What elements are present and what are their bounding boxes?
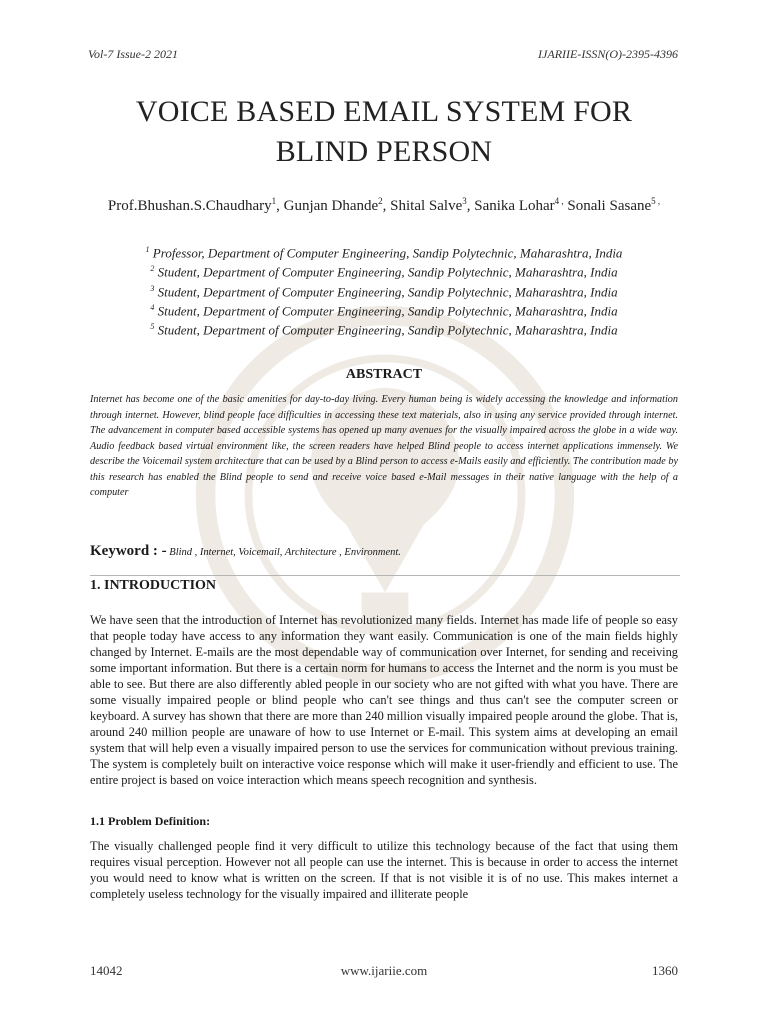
- author-1: Prof.Bhushan.S.Chaudhary: [107, 198, 272, 214]
- affiliation-1: [60, 242, 708, 261]
- author-5-sup: 5 ,: [651, 196, 661, 206]
- section-divider: [90, 575, 680, 576]
- author-5: Sonali Sasane: [567, 198, 652, 214]
- affiliation-5-num: 5: [150, 322, 155, 332]
- author-list: [60, 196, 708, 215]
- affiliation-5-text: Student, Department of Computer Engineering, Sandip Polytechnic, Maharashtra, India: [154, 322, 618, 338]
- author-4: Sanika Lohar: [474, 198, 555, 214]
- author-sep: ,: [382, 198, 391, 214]
- author-3: Shital Salve: [390, 198, 463, 214]
- problem-definition-heading: 1.1 Problem Definition:: [90, 814, 211, 828]
- keywords-label: Keyword : -: [90, 543, 167, 559]
- affiliation-1-num: 1: [145, 245, 150, 254]
- introduction-heading: 1. INTRODUCTION: [90, 578, 217, 593]
- running-header-issn: IJARIIE-ISSN(O)-2395-4396: [538, 47, 678, 61]
- paper-title-line-2: BLIND PERSON: [275, 135, 493, 168]
- affiliation-list: [60, 242, 708, 339]
- running-header-volume: Vol-7 Issue-2 2021: [88, 47, 178, 61]
- paper-title: [84, 92, 684, 172]
- affiliation-3-text: Student, Department of Computer Engineering, Sandip Polytechnic, Maharashtra, India: [154, 283, 618, 299]
- abstract-text: Internet has become one of the basic amenities for day-to-day living. Every human being is widely accessing the knowledge and information through internet. However, blind people face difficulties in accessing these text materials, also in using any service provided through internet. The advancement in computer based accessible systems has opened up many avenues for the visually impaired across the globe in a wide way. Audio feedback based virtual environment like, the screen readers have helped Blind people to access internet applications immensely. We describe the Voicemail system architecture that can be used by a Blind person to access e-Mails easily and efficiently. The contribution made by this research has enabled the Blind people to send and receive voice based e-Mail messages in their native language with the help of a computer: [90, 394, 678, 498]
- footer-website: www.ijariie.com: [340, 963, 428, 978]
- affiliation-4: [60, 300, 708, 319]
- affiliation-2: [60, 261, 708, 280]
- affiliation-2-num: 2: [150, 264, 155, 274]
- affiliation-2-text: Student, Department of Computer Engineering, Sandip Polytechnic, Maharashtra, India: [154, 264, 618, 280]
- affiliation-4-num: 4: [150, 302, 155, 312]
- keywords-text: Blind , Internet, Voicemail, Architecture , Environment.: [166, 547, 401, 558]
- footer-paper-id: 14042: [90, 963, 123, 978]
- affiliation-5: [60, 319, 708, 338]
- author-sep: ,: [276, 198, 284, 214]
- problem-definition-text: The visually challenged people find it very difficult to utilize this technology because of the fact that using them requires visual perception. However not all people can use the internet. This is because in order to access the internet you would need to know what is written on the screen. If that is not visible it is of no use. This makes internet a completely useless technology for the visually impaired and illiterate people: [90, 839, 678, 901]
- author-4-sup: 4 ,: [554, 196, 564, 206]
- footer-page-number: 1360: [652, 963, 678, 978]
- paper-title-line-1: VOICE BASED EMAIL SYSTEM FOR: [135, 95, 633, 128]
- introduction-text: We have seen that the introduction of Internet has revolutionized many fields. Internet has made life of people so easy that people today have access to any information they want easily. Communication is one of the main fields highly changed by Internet. E-mails are the most dependable way of communication over Internet, for sending and receiving some important information. But there is a certain norm for humans to access the Internet and the norm is you must be able to see. But there are also differently abled people in our society who are not gifted with what you have. There are some visually impaired people or blind people who can't see things and thus can't see the computer screen or keyboard. A survey has shown that there are more than 240 million visually impaired people around the globe. That is, around 240 million people are unaware of how to use Internet or E-mail. This system aims at developing an email system that will help even a visually impaired person to use the services for communication without previous training. The system is completely built on interactive voice response which will make it user-friendly and efficient to use. The entire project is based on voice interaction which means speech recognition and synthesis.: [90, 613, 678, 787]
- author-sep: ,: [466, 198, 475, 214]
- author-2-sup: 2: [378, 196, 383, 206]
- keywords: [90, 543, 401, 560]
- affiliation-1-text: Professor, Department of Computer Engineering, Sandip Polytechnic, Maharashtra, India: [149, 245, 623, 261]
- affiliation-4-text: Student, Department of Computer Engineering, Sandip Polytechnic, Maharashtra, India: [154, 303, 618, 319]
- author-3-sup: 3: [462, 196, 467, 206]
- affiliation-3-num: 3: [150, 283, 155, 293]
- author-1-sup: 1: [271, 196, 277, 206]
- affiliation-3: [60, 281, 708, 300]
- abstract-heading: ABSTRACT: [345, 367, 423, 382]
- author-2: Gunjan Dhande: [283, 198, 379, 214]
